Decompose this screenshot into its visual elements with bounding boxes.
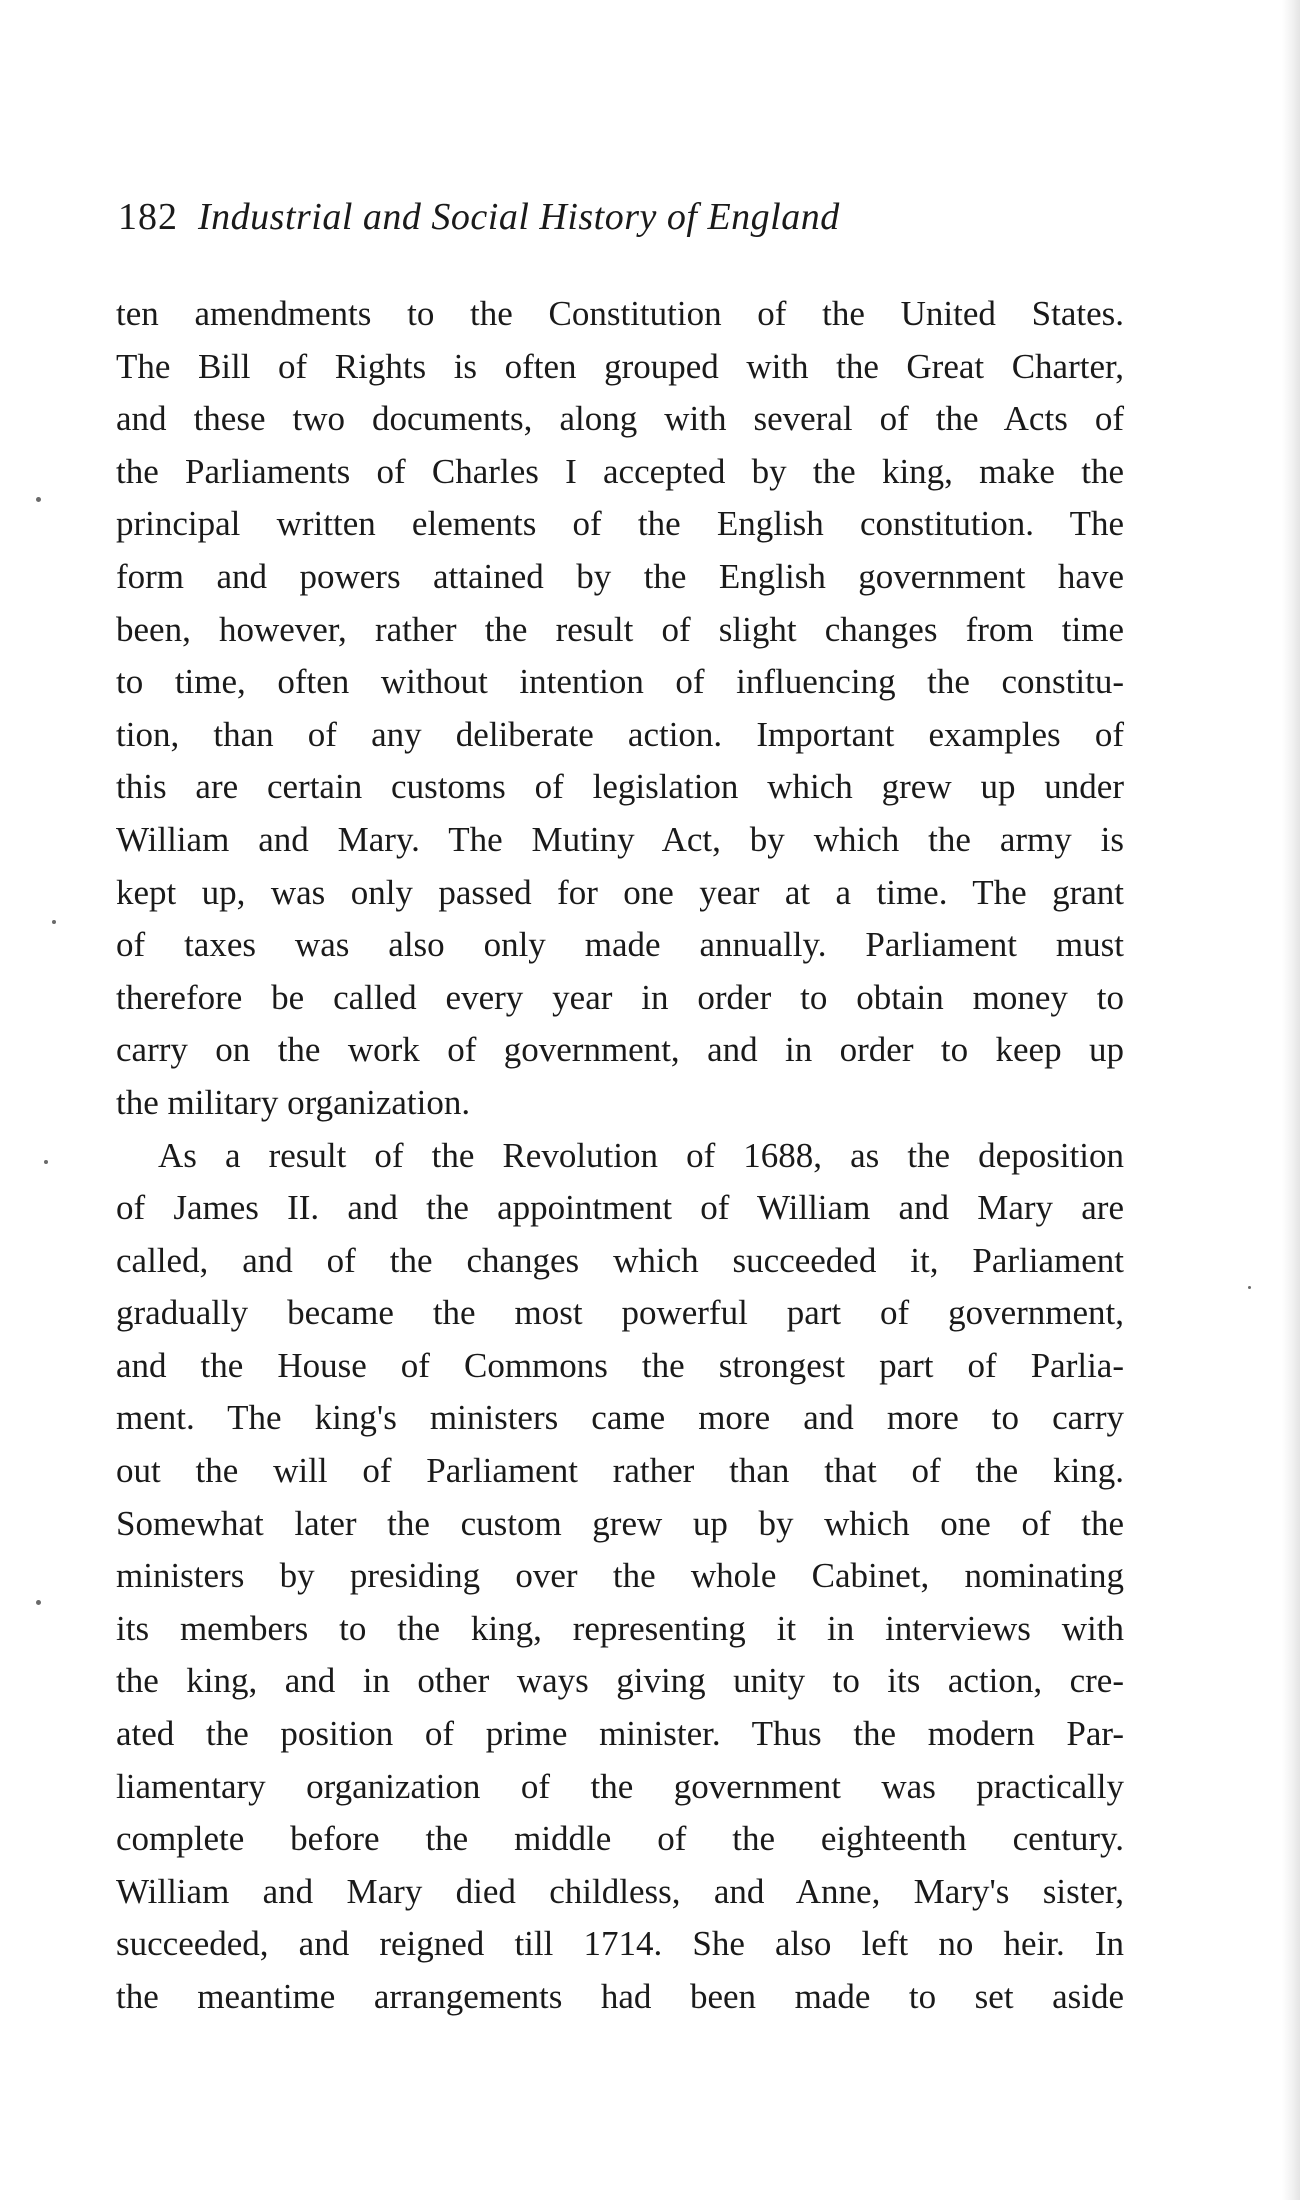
text-line: principal written elements of the English constitution. The [116, 504, 1124, 544]
paragraph-2 [116, 1130, 1124, 2024]
text-line: the king, and in other ways giving unity to its action, cre- [116, 1661, 1124, 1701]
running-head [118, 198, 840, 236]
text-line: to time, often without intention of influencing the constitu- [116, 662, 1124, 702]
text-line: therefore be called every year in order to obtain money to [116, 977, 1124, 1017]
text-line: been, however, rather the result of slight changes from time [116, 609, 1124, 649]
scan-speck [1248, 1286, 1251, 1289]
text-line: William and Mary. The Mutiny Act, by which the army is [116, 819, 1124, 859]
text-line: liamentary organization of the government was practically [116, 1766, 1124, 1806]
body-text [116, 288, 1124, 2024]
text-line: kept up, was only passed for one year at a time. The grant [116, 872, 1124, 912]
text-line: ment. The king's ministers came more and more to carry [116, 1398, 1124, 1438]
scan-speck [44, 1160, 48, 1164]
text-line: succeeded, and reigned till 1714. She also left no heir. In [116, 1924, 1124, 1964]
text-line: the Parliaments of Charles I accepted by the king, make the [116, 451, 1124, 491]
scan-speck [36, 497, 41, 502]
page-number: 182 [118, 196, 178, 238]
running-title: Industrial and Social History of England [198, 196, 840, 238]
text-line: tion, than of any deliberate action. Important examples of [116, 714, 1124, 754]
text-line: gradually became the most powerful part of government, [116, 1293, 1124, 1333]
text-line: William and Mary died childless, and Anne, Mary's sister, [116, 1871, 1124, 1911]
text-line: its members to the king, representing it in interviews with [116, 1608, 1124, 1648]
paragraph-1 [116, 288, 1124, 1130]
text-line: the military organization. [116, 1082, 471, 1122]
text-line: Somewhat later the custom grew up by which one of the [116, 1503, 1124, 1543]
text-line: of James II. and the appointment of William and Mary are [116, 1188, 1124, 1228]
text-line: carry on the work of government, and in order to keep up [116, 1030, 1124, 1070]
text-line: complete before the middle of the eighteenth century. [116, 1819, 1124, 1859]
scan-speck [36, 1600, 41, 1605]
text-line: and the House of Commons the strongest part of Parlia- [116, 1345, 1124, 1385]
text-line: form and powers attained by the English government have [116, 556, 1124, 596]
text-line: of taxes was also only made annually. Parliament must [116, 925, 1124, 965]
text-line: ated the position of prime minister. Thus the modern Par- [116, 1714, 1124, 1754]
text-line: called, and of the changes which succeeded it, Parliament [116, 1240, 1124, 1280]
text-line: The Bill of Rights is often grouped with the Great Charter, [116, 346, 1124, 386]
page-edge-shadow [1282, 0, 1300, 2200]
text-line: the meantime arrangements had been made to set aside [116, 1977, 1124, 2016]
text-line: and these two documents, along with several of the Acts of [116, 399, 1124, 439]
text-line: ministers by presiding over the whole Cabinet, nominating [116, 1556, 1124, 1596]
text-line: this are certain customs of legislation which grew up under [116, 767, 1124, 807]
scan-speck [52, 920, 56, 924]
text-line: out the will of Parliament rather than that of the king. [116, 1451, 1124, 1491]
text-line: ten amendments to the Constitution of the United States. [116, 294, 1124, 333]
text-line: As a result of the Revolution of 1688, as the deposition [158, 1135, 1124, 1175]
